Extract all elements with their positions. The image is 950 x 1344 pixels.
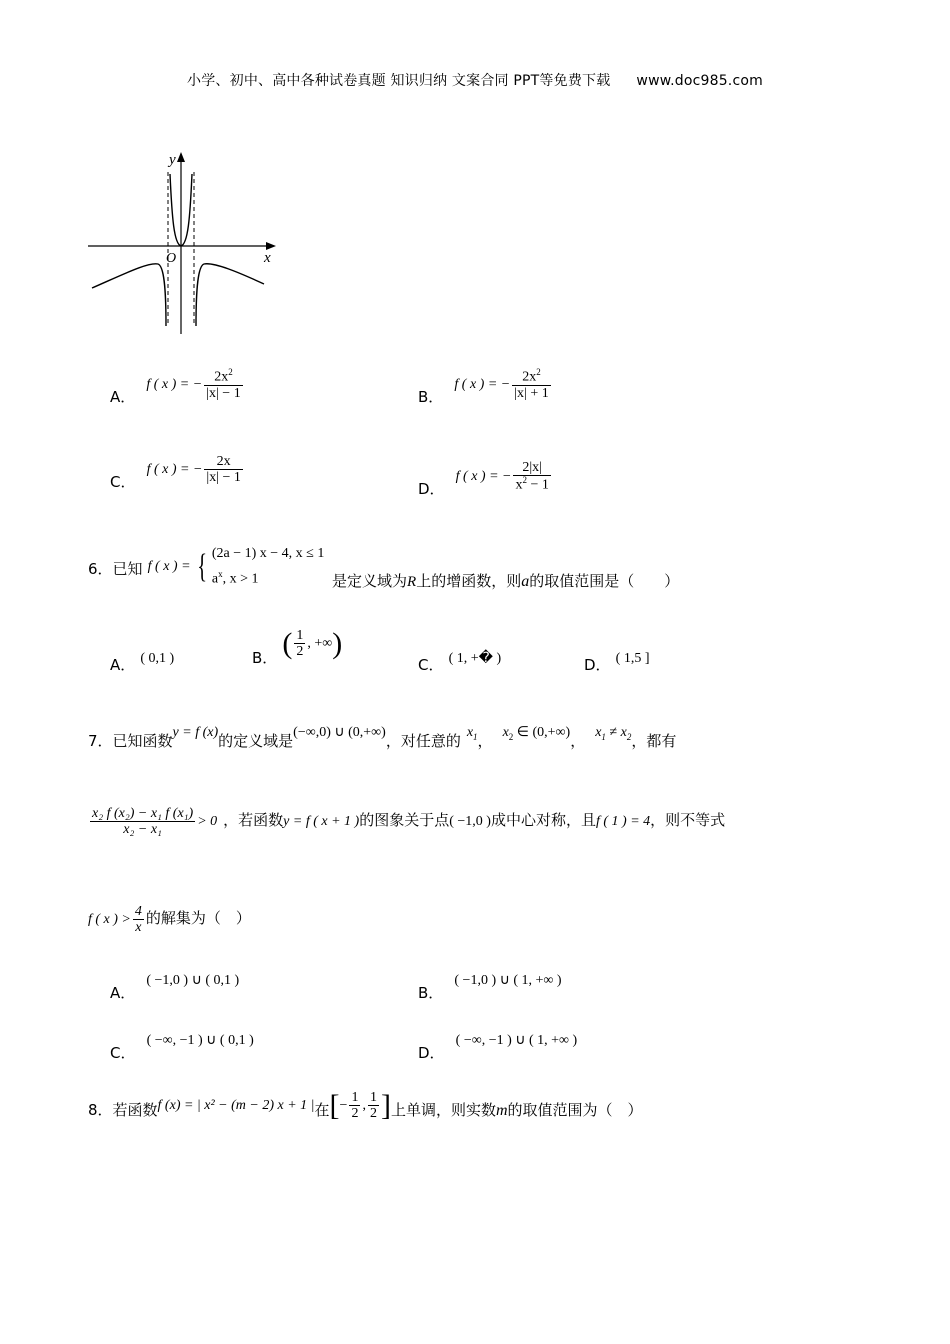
y-axis-arrow — [177, 152, 185, 162]
q7-d-label: D． — [418, 1044, 445, 1062]
q8-int-d2: 2 — [369, 1106, 377, 1122]
q6-b-rest: , +∞ — [307, 636, 333, 652]
q8-text1: 在 — [314, 1101, 330, 1120]
q6-brace: { — [197, 547, 208, 585]
q8-int-minus: − — [339, 1098, 348, 1114]
q7-text8: 的解集为（ ） — [145, 909, 251, 928]
q6-b-label: B． — [252, 649, 278, 668]
q6-R: R — [407, 574, 417, 590]
q6-b-den: 2 — [296, 644, 304, 660]
q6-b-num: 1 — [296, 628, 304, 643]
q7-b-label: B． — [418, 984, 444, 1002]
q8-int-n1: 1 — [351, 1090, 359, 1105]
q7-neq: ≠ — [609, 725, 618, 740]
origin-label: O — [166, 251, 177, 266]
q6-option-b[interactable]: B． ( $\frac{1}{2}$ , +∞) — [252, 626, 343, 668]
q7-x1b: x — [595, 725, 602, 740]
q5-d-lhs: f ( x ) = − — [455, 468, 512, 484]
q7-x1-sub: 1 — [473, 731, 478, 742]
q6-a-val: ( 0,1 ) — [140, 651, 175, 666]
q5-d-label: D． — [418, 479, 445, 498]
q8-stem: 8．若函数f (x) = | x² − (m − 2) x + 1 |在[− $\frac{1}{2}$ , $\frac{1}{2}$ ]上单调，则实数m的取值范围为（ ） — [88, 1088, 643, 1122]
q5-b-num-sup: 2 — [536, 367, 541, 377]
curve-left — [92, 264, 166, 326]
q7-fn: y = f (x) — [172, 725, 219, 740]
header-title: 小学、初中、高中各种试卷真题 知识归纳 文案合同 PPT等免费下载 — [187, 73, 611, 89]
q6-option-c[interactable] — [418, 650, 502, 674]
q7-comma1: ， — [477, 732, 493, 750]
q5-d-num: 2|x| — [522, 460, 542, 475]
q7-option-d[interactable] — [418, 1028, 578, 1062]
q7-x2-sub: 2 — [508, 731, 514, 742]
q6-d-label: D． — [584, 656, 611, 674]
q5-a-label: A． — [110, 387, 136, 406]
q8-int-open: [ — [329, 1088, 340, 1122]
q5-c-den: |x| − 1 — [206, 470, 241, 486]
q7-text7: ，则不等式 — [650, 811, 726, 830]
q7-stem-line1 — [88, 720, 677, 750]
q6-case2-sup: x — [218, 569, 223, 579]
q6-option-a[interactable] — [110, 650, 175, 674]
function-graph — [84, 148, 280, 340]
q5-c-label: C． — [110, 473, 136, 492]
q7-stem-line2 — [88, 806, 725, 838]
q5-b-den: |x| + 1 — [514, 386, 549, 402]
x-axis-label: x — [264, 250, 271, 266]
q7-c-label: C． — [110, 1044, 136, 1062]
q5-option-d[interactable] — [418, 460, 553, 498]
q5-option-b[interactable] — [418, 367, 553, 406]
q5-a-lhs: f ( x ) = − — [146, 376, 203, 392]
q5-b-label: B． — [418, 387, 444, 406]
q6-option-d[interactable] — [584, 650, 650, 674]
q7-option-c[interactable] — [110, 1028, 254, 1062]
q6-lhs: f ( x ) = — [147, 559, 191, 575]
q6-stem — [88, 544, 324, 590]
q7-x2b-sub: 2 — [626, 731, 632, 742]
q6-text2: 上的增函数，则 — [416, 572, 522, 590]
q6-text3: 的取值范围是（ ） — [529, 572, 680, 590]
q5-c-num: 2x — [216, 454, 231, 469]
q7-text3: ，都有 — [631, 732, 677, 750]
q7-text2: ，对任意的 — [385, 732, 461, 750]
q7-comma2: ， — [570, 732, 586, 750]
q6-case2-rest: , x > 1 — [222, 571, 259, 587]
q8-int-close: ] — [380, 1088, 391, 1122]
q5-d-den-base: x — [515, 478, 523, 494]
q7-ineq-num: 4 — [134, 904, 142, 919]
q8-text3: 的取值范围为（ ） — [507, 1101, 643, 1120]
q5-a-den: |x| − 1 — [206, 386, 241, 402]
q8-fn: f (x) = | x² − (m − 2) x + 1 | — [157, 1098, 315, 1114]
q6-stem-rest — [332, 570, 679, 591]
q6-prefix: 6．已知 — [88, 560, 143, 579]
q7-pt: ( −1,0 ) — [449, 814, 491, 830]
q7-ineq-den: x — [133, 919, 144, 935]
q5-d-den-sup: 2 — [522, 475, 527, 486]
q7-x2b: x — [620, 725, 627, 740]
q8-m: m — [495, 1102, 508, 1120]
q6-case1: (2a − 1) x − 4, x ≤ 1 — [211, 546, 325, 561]
q6-d-val: ( 1,5 ] — [615, 651, 650, 666]
q7-b-val: ( −1,0 ) ∪ ( 1, +∞ ) — [454, 973, 562, 988]
q7-c-val: ( −∞, −1 ) ∪ ( 0,1 ) — [146, 1033, 254, 1048]
q8-prefix: 8．若函数 — [88, 1101, 158, 1120]
q7-f1: f ( 1 ) = 4 — [595, 814, 651, 830]
q8-int-d1: 2 — [351, 1106, 359, 1122]
q7-frac-den: x₂ − x₁ — [90, 821, 195, 837]
q7-text5: 的图象关于点 — [359, 811, 450, 830]
q8-int-n2: 1 — [369, 1090, 377, 1105]
q7-a-val: ( −1,0 ) ∪ ( 0,1 ) — [146, 973, 240, 988]
q6-c-val: ( 1, +� ) — [448, 651, 502, 666]
curve-right — [196, 264, 264, 326]
header-site: www.doc985.com — [636, 73, 763, 89]
y-axis-label: y — [169, 152, 176, 168]
q7-option-a[interactable] — [110, 968, 240, 1002]
q7-a-label: A． — [110, 984, 136, 1002]
q5-a-num-sup: 2 — [228, 367, 233, 377]
q7-gt0: > 0 — [197, 814, 218, 830]
q7-domain: (−∞,0) ∪ (0,+∞) — [293, 725, 386, 740]
q7-text1: 的定义域是 — [218, 732, 294, 750]
q5-a-num: 2x — [214, 369, 229, 385]
q5-c-lhs: f ( x ) = − — [146, 462, 203, 478]
q7-stem-line3 — [88, 904, 251, 936]
q5-b-lhs: f ( x ) = − — [454, 376, 511, 392]
q7-text4: ，若函数 — [223, 811, 284, 830]
q6-text1: 是定义域为 — [332, 572, 408, 590]
x-axis-arrow — [266, 242, 276, 250]
q7-frac-num: x₂ f (x₂) − x₁ f (x₁) — [92, 806, 194, 821]
q6-a-label: A． — [110, 656, 136, 674]
q5-d-den-rest: − 1 — [526, 478, 549, 494]
q6-case2-base: a — [211, 571, 219, 587]
q8-text2: 上单调，则实数 — [390, 1101, 496, 1120]
q7-d-val: ( −∞, −1 ) ∪ ( 1, +∞ ) — [455, 1033, 578, 1048]
q7-x1: x — [466, 725, 474, 740]
q5-option-c[interactable] — [110, 454, 245, 492]
q5-option-a[interactable] — [110, 367, 245, 406]
q5-b-num: 2x — [522, 369, 537, 385]
q7-x2: x — [502, 725, 509, 740]
q7-fn2: y = f ( x + 1 ) — [283, 814, 360, 830]
q7-x2-in: ∈ (0,+∞) — [516, 725, 571, 740]
q7-prefix: 7．已知函数 — [88, 732, 173, 750]
page-header — [0, 70, 950, 90]
q7-ineq-lhs: f ( x ) > — [88, 912, 131, 928]
q6-c-label: C． — [418, 656, 444, 674]
q7-x1b-sub: 1 — [601, 731, 606, 742]
q6-a: a — [521, 573, 530, 590]
q7-option-b[interactable] — [418, 968, 562, 1002]
q7-text6: 成中心对称，且 — [490, 811, 596, 830]
